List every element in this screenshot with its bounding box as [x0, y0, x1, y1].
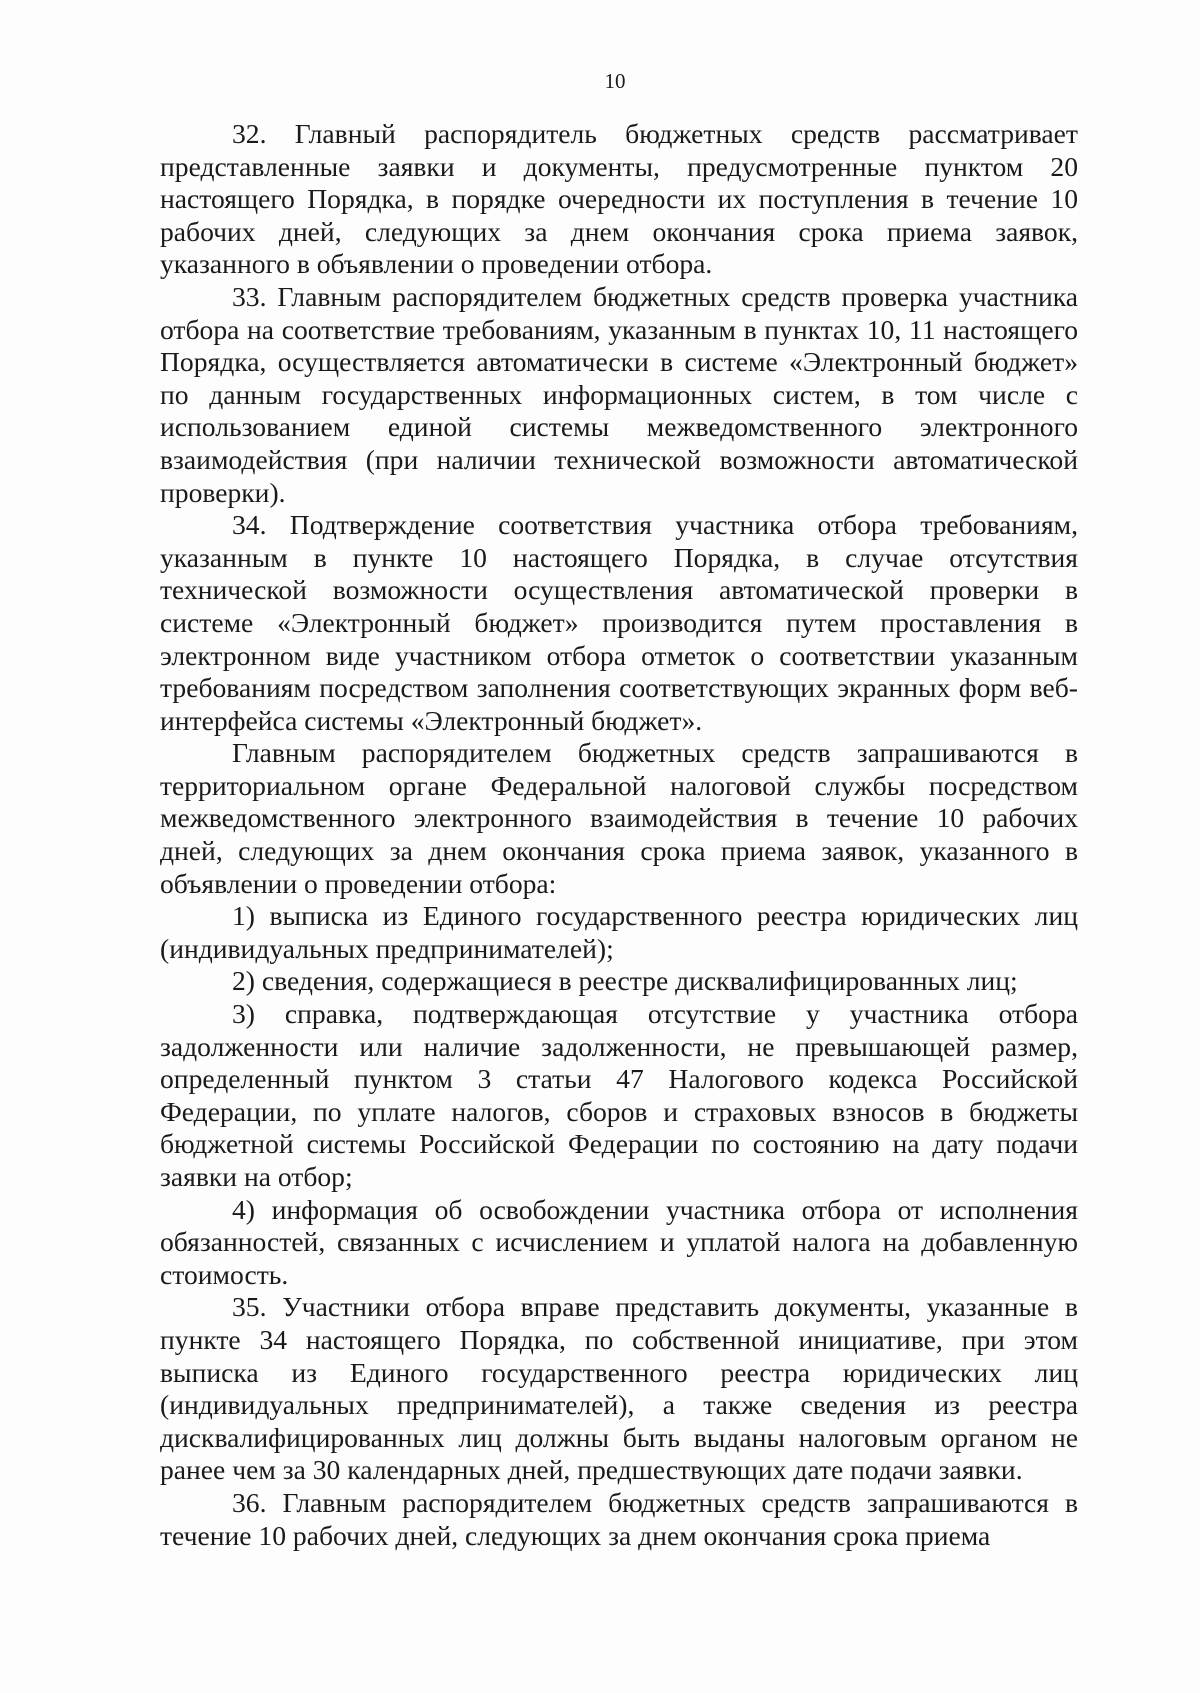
paragraph-34: 34. Подтверждение соответствия участника отбора требованиям, указанным в пункте 10 настоящего Порядка, в случае отсутствия технической возможности осуществления автоматической проверки в системе «Электронный бюджет» производится путем проставления в электронном виде участником отбора отметок о соответствии указанным требованиям посредством заполнения соответствующих экранных форм веб-интерфейса системы «Электронный бюджет». — [160, 509, 1078, 736]
list-item-3: 3) справка, подтверждающая отсутствие у участника отбора задолженности или наличие задолженности, не превышающей размер, определенный пунктом 3 статьи 47 Налогового кодекса Российской Федерации, по уплате налогов, сборов и страховых взносов в бюджеты бюджетной системы Российской Федерации по состоянию на дату подачи заявки на отбор; — [160, 998, 1078, 1192]
page-number: 10 — [604, 69, 626, 93]
document-body — [160, 118, 1078, 1552]
paragraph-32: 32. Главный распорядитель бюджетных средств рассматривает представленные заявки и документы, предусмотренные пунктом 20 настоящего Порядка, в порядке очередности их поступления в течение 10 рабочих дней, следующих за днем окончания срока приема заявок, указанного в объявлении о проведении отбора. — [160, 118, 1078, 280]
paragraph-34-request: Главным распорядителем бюджетных средств запрашиваются в территориальном органе Федеральной налоговой службы посредством межведомственного электронного взаимодействия в течение 10 рабочих дней, следующих за днем окончания срока приема заявок, указанного в объявлении о проведении отбора: — [160, 737, 1078, 899]
list-item-4: 4) информация об освобождении участника отбора от исполнения обязанностей, связанных с исчислением и уплатой налога на добавленную стоимость. — [160, 1193, 1078, 1290]
paragraph-35: 35. Участники отбора вправе представить документы, указанные в пункте 34 настоящего Порядка, по собственной инициативе, при этом выписка из Единого государственного реестра юридических лиц (индивидуальных предпринимателей), а также сведения из реестра дисквалифицированных лиц должны быть выданы налоговым органом не ранее чем за 30 календарных дней, предшествующих дате подачи заявки. — [160, 1291, 1078, 1486]
paragraph-36: 36. Главным распорядителем бюджетных средств запрашиваются в течение 10 рабочих дней, следующих за днем окончания срока приема — [160, 1486, 1078, 1551]
list-item-1: 1) выписка из Единого государственного реестра юридических лиц (индивидуальных предпринимателей); — [160, 900, 1078, 964]
list-item-2: 2) сведения, содержащиеся в реестре дисквалифицированных лиц; — [232, 965, 1018, 997]
paragraph-33: 33. Главным распорядителем бюджетных средств проверка участника отбора на соответствие требованиям, указанным в пунктах 10, 11 настоящего Порядка, осуществляется автоматически в системе «Электронный бюджет» по данным государственных информационных систем, в том числе с использованием единой системы межведомственного электронного взаимодействия (при наличии технической возможности автоматической проверки). — [160, 280, 1078, 508]
